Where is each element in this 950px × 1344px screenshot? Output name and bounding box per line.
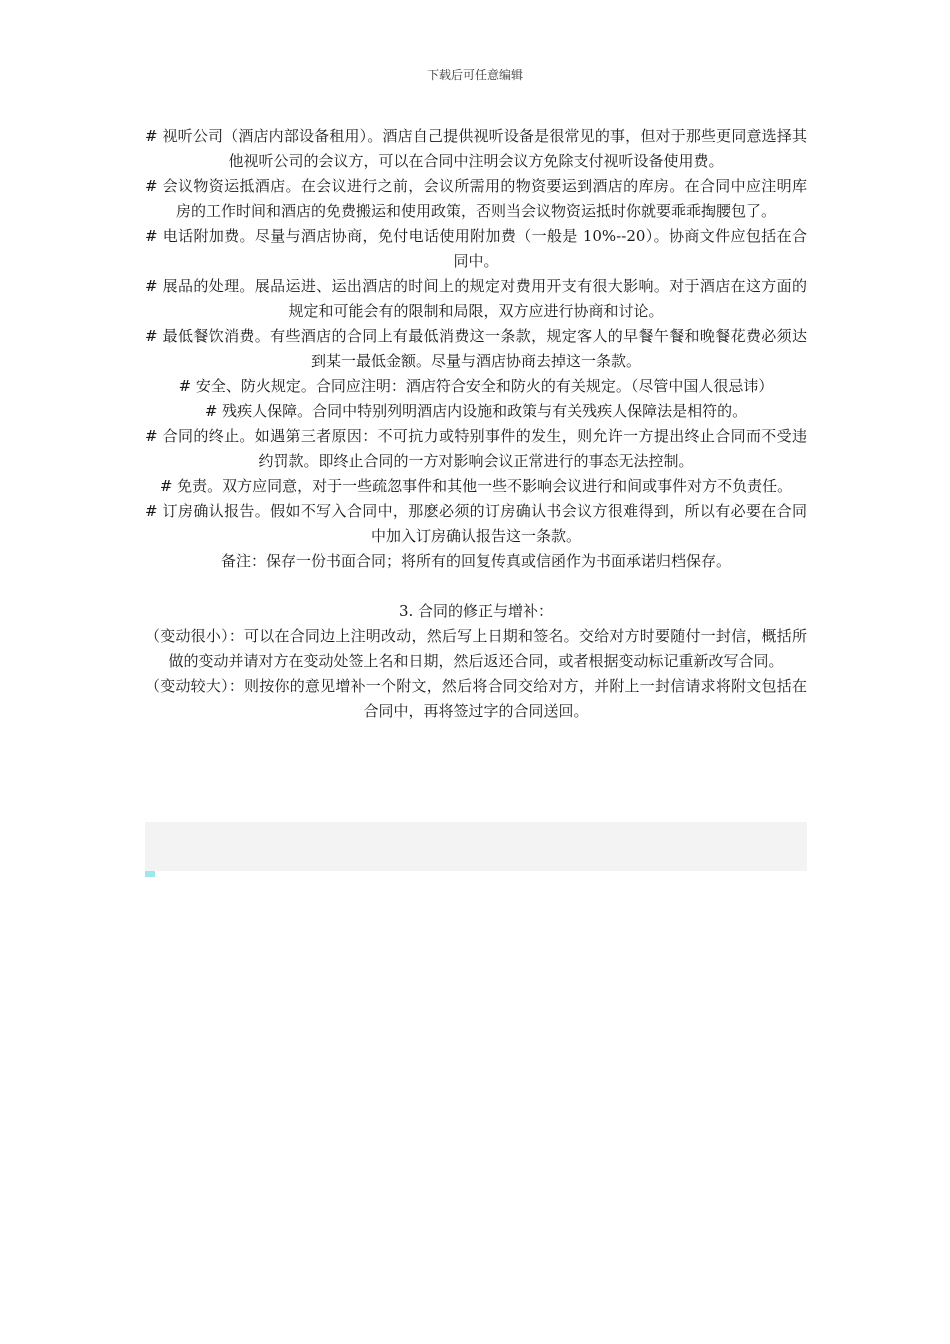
paragraph-minor-change: （变动很小）：可以在合同边上注明改动，然后写上日期和签名。交给对方时要随付一封信，概括所做的变动并请对方在变动处签上名和日期，然后返还合同，或者根据变动标记重新改写合同。 [145, 627, 807, 670]
paragraph-materials-delivery: # 会议物资运抵酒店。在会议进行之前，会议所需用的物资要运到酒店的库房。在合同中应注明库房的工作时间和酒店的免费搬运和使用政策，否则当会议物资运抵时你就要乖乖掏腰包了。 [145, 177, 807, 220]
paragraph-note: 备注：保存一份书面合同；将所有的回复传真或信函作为书面承诺归档保存。 [220, 552, 731, 570]
section-title: 3. 合同的修正与增补： [398, 602, 554, 620]
blank-line [145, 574, 807, 599]
page-header: 下载后可任意编辑 [426, 68, 523, 82]
gray-band [145, 822, 807, 871]
cyan-mark [145, 871, 155, 877]
paragraph-termination: # 合同的终止。如遇第三者原因：不可抗力或特别事件的发生，则允许一方提出终止合同而不受违约罚款。即终止合同的一方对影响会议正常进行的事态无法控制。 [145, 427, 807, 470]
paragraph-fire-safety: # 安全、防火规定。合同应注明：酒店符合安全和防火的有关规定。（尽管中国人很忌讳） [178, 377, 774, 395]
paragraph-major-change: （变动较大）：则按你的意见增补一个附文，然后将合同交给对方，并附上一封信请求将附文包括在合同中，再将签过字的合同送回。 [145, 677, 807, 720]
paragraph-av-company: # 视听公司（酒店内部设备租用）。酒店自己提供视听设备是很常见的事，但对于那些更同意选择其他视听公司的会议方，可以在合同中注明会议方免除支付视听设备使用费。 [145, 127, 807, 170]
paragraph-phone-surcharge: # 电话附加费。尽量与酒店协商，免付电话使用附加费（一般是 10%--20）。协商文件应包括在合同中。 [145, 227, 807, 270]
paragraph-minimum-catering: # 最低餐饮消费。有些酒店的合同上有最低消费这一条款，规定客人的早餐午餐和晚餐花费必须达到某一最低金额。尽量与酒店协商去掉这一条款。 [145, 327, 807, 370]
paragraph-liability: # 免责。双方应同意，对于一些疏忽事件和其他一些不影响会议进行和间或事件对方不负责任。 [159, 477, 793, 495]
paragraph-disability: # 残疾人保障。合同中特别列明酒店内设施和政策与有关残疾人保障法是相符的。 [204, 402, 748, 420]
paragraph-booking-report: # 订房确认报告。假如不写入合同中，那麽必须的订房确认书会议方很难得到，所以有必要在合同中加入订房确认报告这一条款。 [145, 502, 807, 545]
paragraph-exhibits: # 展品的处理。展品运进、运出酒店的时间上的规定对费用开支有很大影响。对于酒店在这方面的规定和可能会有的限制和局限，双方应进行协商和讨论。 [145, 277, 807, 320]
document-body [145, 124, 807, 724]
